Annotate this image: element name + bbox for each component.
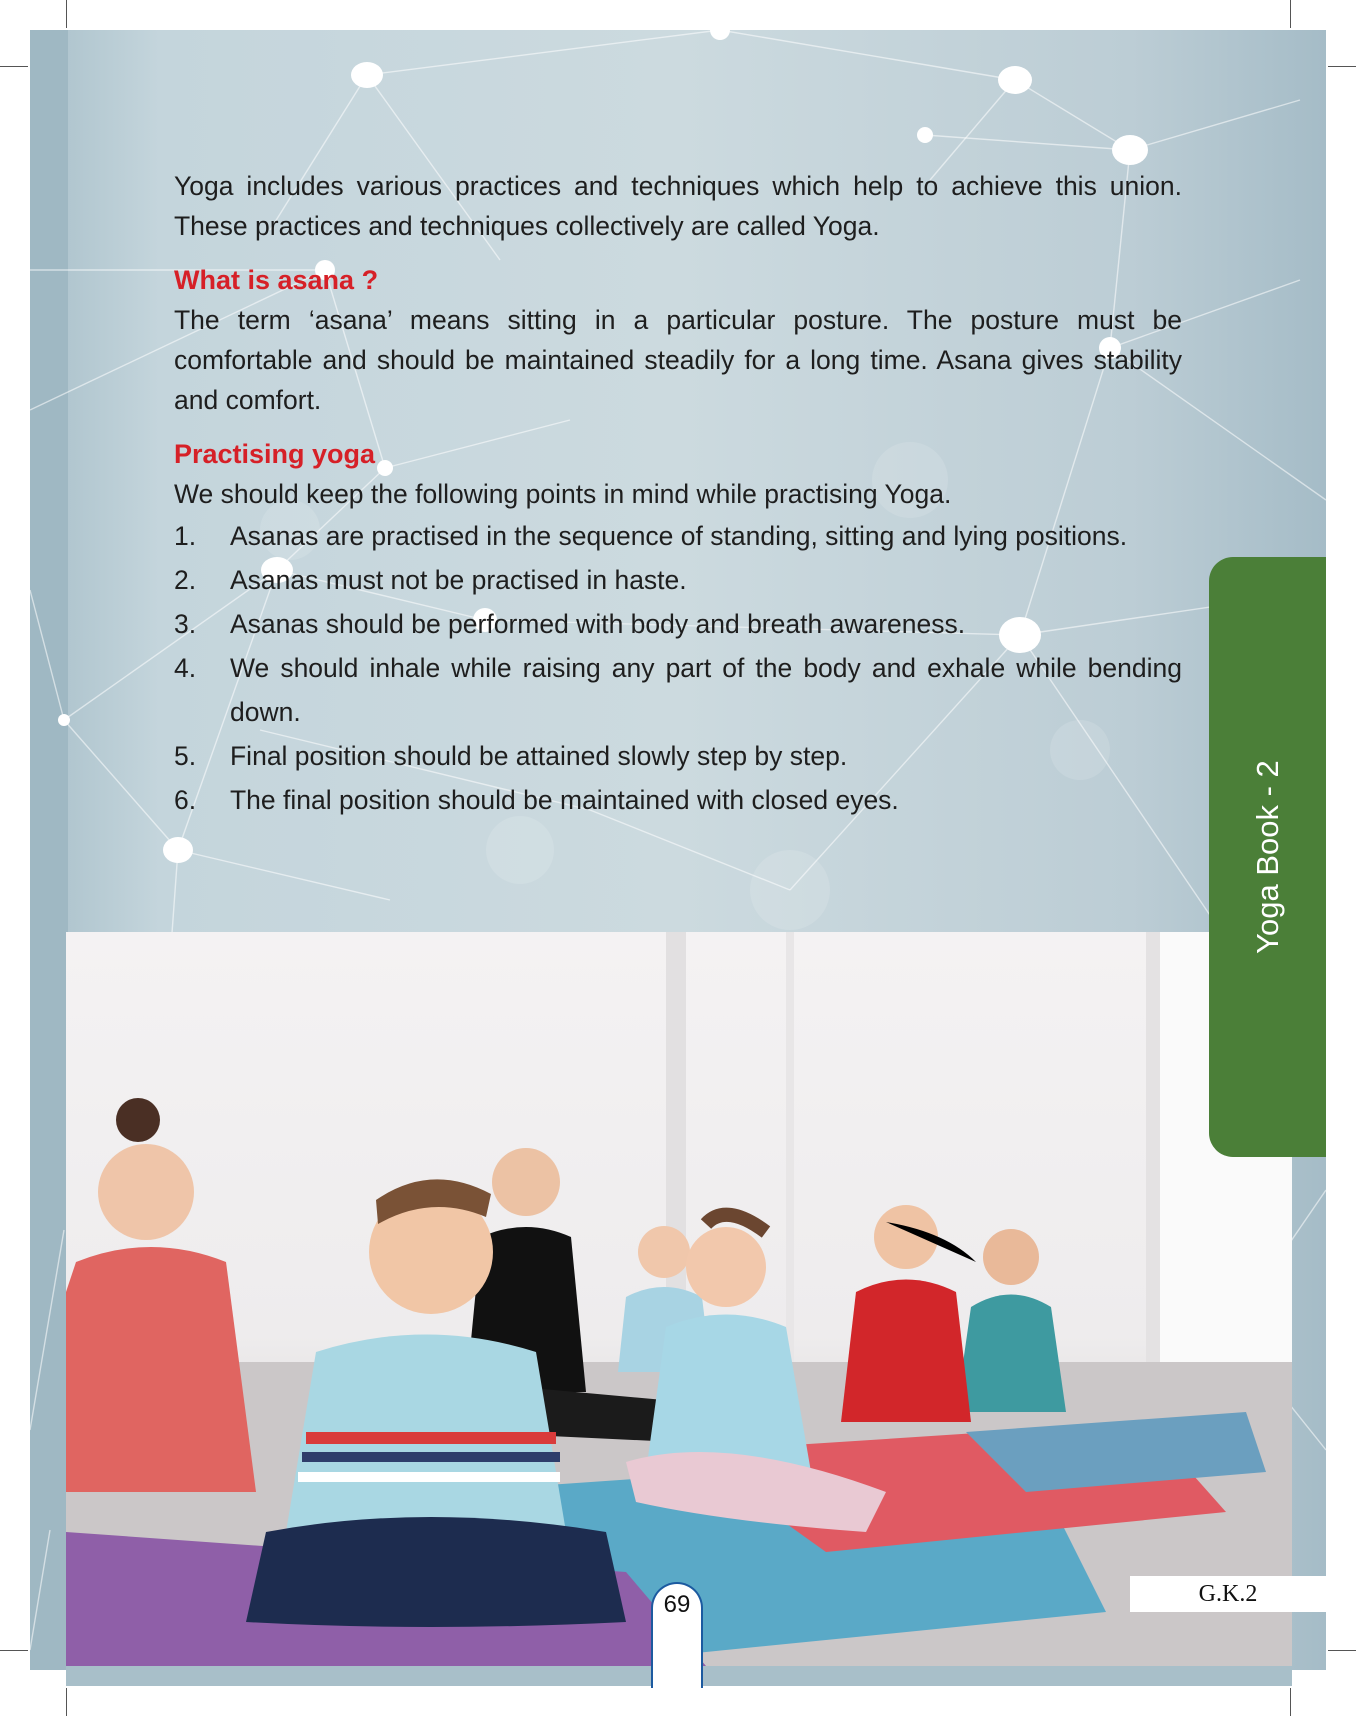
list-item-number: 5. [174, 741, 197, 771]
practice-heading: Practising yoga [174, 439, 376, 469]
content-text [174, 166, 1182, 822]
list-item [174, 514, 1182, 558]
list-item [174, 558, 1182, 602]
list-item-text: Asanas should be performed with body and breath awareness. [230, 609, 966, 639]
list-item-number: 1. [174, 521, 197, 551]
list-item-text: Asanas must not be practised in haste. [230, 565, 687, 595]
photo-illustration [66, 932, 1292, 1666]
list-item-number: 4. [174, 653, 197, 683]
practice-points-list [174, 514, 1182, 822]
crop-mark [66, 1688, 67, 1716]
crop-mark [1328, 1650, 1356, 1651]
crop-mark [66, 0, 67, 28]
side-tab-label: Yoga Book - 2 [1249, 760, 1285, 954]
list-item [174, 778, 1182, 822]
crop-mark [1328, 66, 1356, 67]
list-item [174, 734, 1182, 778]
list-item-number: 3. [174, 609, 197, 639]
crop-mark [1290, 0, 1291, 28]
list-item [174, 646, 1182, 734]
book-code: G.K.2 [1130, 1576, 1326, 1612]
asana-heading: What is asana ? [174, 265, 379, 295]
crop-mark [0, 1650, 28, 1651]
list-item-text: The final position should be maintained with closed eyes. [230, 785, 899, 815]
asana-paragraph: The term ‘asana’ means sitting in a particular posture. The posture must be comfortable and should be maintained steadily for a long time. Asana gives stability and comfort. [174, 305, 1182, 415]
list-item-number: 6. [174, 785, 197, 815]
list-item-text: Final position should be attained slowly step by step. [230, 741, 848, 771]
practice-lead: We should keep the following points in mind while practising Yoga. [174, 479, 952, 509]
list-item-text: Asanas are practised in the sequence of standing, sitting and lying positions. [230, 521, 1128, 551]
list-item-number: 2. [174, 565, 197, 595]
children-yoga-photo [66, 932, 1292, 1666]
crop-mark [1290, 1688, 1291, 1716]
intro-paragraph: Yoga includes various practices and techniques which help to achieve this union. These practices and techniques collectively are called Yoga. [174, 171, 1182, 241]
side-tab [1209, 557, 1326, 1157]
crop-mark [0, 66, 28, 67]
page-number: 69 [651, 1582, 703, 1688]
list-item-text: We should inhale while raising any part of the body and exhale while bending down. [230, 653, 1182, 727]
list-item [174, 602, 1182, 646]
